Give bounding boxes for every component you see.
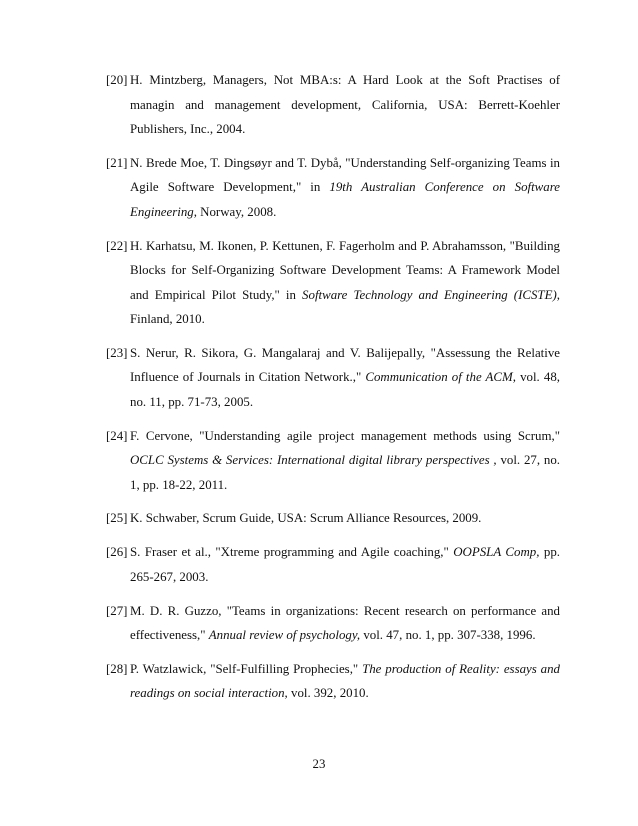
reference-entry xyxy=(106,599,560,648)
reference-source-title: OOPSLA Comp, xyxy=(453,545,540,560)
reference-text xyxy=(130,239,560,327)
reference-text-segment: P. Watzlawick, "Self-Fulfilling Prophecies," xyxy=(130,661,363,676)
reference-source-title: Communication of the ACM, xyxy=(365,370,516,385)
reference-list xyxy=(106,68,560,715)
reference-source-title: Annual review of psychology, xyxy=(208,628,361,643)
reference-source-title: The production of Reality: essays and readings on social interaction, xyxy=(130,661,560,701)
reference-text-segment: vol. 392, 2010. xyxy=(287,686,369,701)
reference-entry xyxy=(106,506,560,531)
reference-text xyxy=(130,545,560,584)
reference-text-segment: H. Karhatsu, M. Ikonen, P. Kettunen, F. Fagerholm and P. Abrahamsson, "Building Blocks for Self-Organizing Software Development Teams: A Framework Model and Empirical Pilot Study," in xyxy=(130,238,560,302)
reference-text-segment: N. Brede Moe, T. Dingsøyr and T. Dybå, "Understanding Self-organizing Teams in Agile Software Development," in xyxy=(130,155,560,195)
reference-number: [20] xyxy=(106,73,128,87)
reference-entry xyxy=(106,151,560,225)
reference-number: [25] xyxy=(106,511,128,526)
reference-number: [21] xyxy=(106,155,128,170)
reference-source-title: OCLC Systems & Services: International digital library perspectives , xyxy=(130,453,497,468)
reference-text-segment: , Finland, 2010. xyxy=(130,287,561,327)
reference-number: [24] xyxy=(106,428,128,443)
reference-entry xyxy=(106,424,560,498)
reference-text xyxy=(130,73,560,136)
reference-text-segment: pp. 265-267, 2003. xyxy=(130,545,561,584)
reference-text xyxy=(130,429,560,492)
reference-text-segment: K. Schwaber, Scrum Guide, USA: Scrum Alliance Resources, 2009. xyxy=(130,511,482,526)
reference-number: [28] xyxy=(106,661,128,676)
reference-text-segment: vol. 47, no. 1, pp. 307-338, 1996. xyxy=(360,628,536,643)
reference-entry xyxy=(106,657,560,706)
reference-number: [27] xyxy=(106,603,128,618)
reference-text-segment: S. Fraser et al., "Xtreme programming and Agile coaching," xyxy=(130,545,454,560)
reference-entry xyxy=(106,68,560,142)
reference-text-segment: F. Cervone, "Understanding agile project management methods using Scrum," xyxy=(130,428,560,443)
reference-entry xyxy=(106,540,560,589)
reference-text-segment: M. D. R. Guzzo, "Teams in organizations: Recent research on performance and effectiveness," xyxy=(130,603,560,643)
reference-text xyxy=(130,156,560,219)
page-number: 23 xyxy=(312,757,326,771)
reference-text xyxy=(130,662,560,701)
reference-number: [22] xyxy=(106,238,128,253)
reference-text-segment: vol. 48, no. 11, pp. 71-73, 2005. xyxy=(130,370,560,409)
reference-entry xyxy=(106,234,560,332)
reference-source-title: Software Technology and Engineering (ICSTE) xyxy=(302,287,557,302)
reference-number: [26] xyxy=(106,545,128,560)
reference-text xyxy=(130,511,481,525)
reference-text-segment: H. Mintzberg, Managers, Not MBA:s: A Hard Look at the Soft Practises of managin and management development, California, USA: Berrett-Koehler Publishers, Inc., 2004. xyxy=(130,73,560,136)
reference-source-title: 19th Australian Conference on Software Engineering xyxy=(130,180,560,219)
reference-text xyxy=(130,604,560,643)
reference-text-segment: S. Nerur, R. Sikora, G. Mangalaraj and V. Balijepally, "Assessung the Relative Influence of Journals in Citation Network.," xyxy=(130,345,560,385)
reference-text xyxy=(130,346,560,409)
reference-number: [23] xyxy=(106,345,128,360)
reference-text-segment: , Norway, 2008. xyxy=(193,204,277,219)
reference-entry xyxy=(106,341,560,415)
reference-text-segment: vol. 27, no. 1, pp. 18-22, 2011. xyxy=(130,453,561,492)
